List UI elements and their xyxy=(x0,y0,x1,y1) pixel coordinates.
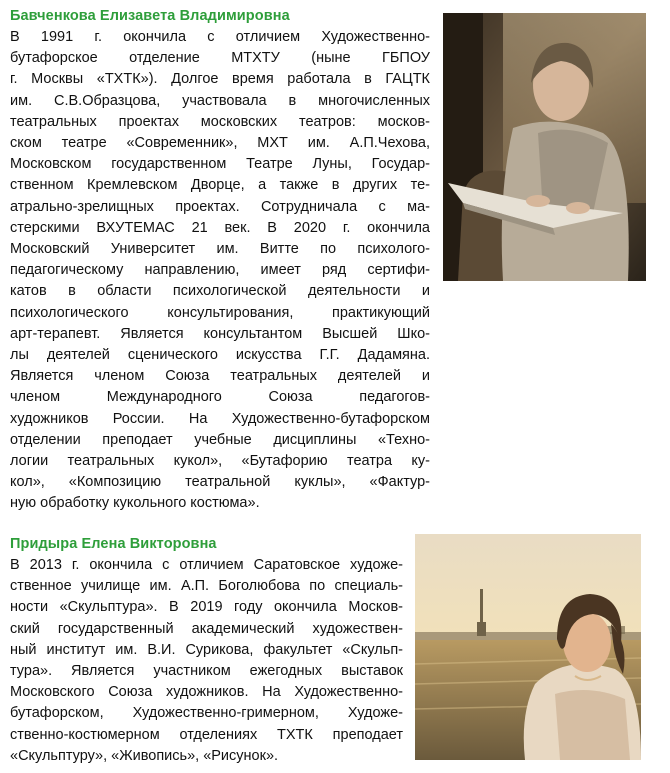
bio-line: ственно-костюмерном отделениях ТХТК преподает xyxy=(10,726,403,743)
bio-line: В 1991 г. окончила с отличием Художественно- xyxy=(10,29,430,45)
bio-line: ную обработку кукольного костюма». xyxy=(10,495,260,512)
photo-bavchenkova xyxy=(443,13,646,281)
bio-line: членом Международного Союза педагогов- xyxy=(10,389,430,406)
bio-line: кол», «Композицию театральной куклы», «Фактур- xyxy=(10,474,430,491)
bio-line: тура». Является участником ежегодных выставок xyxy=(10,663,403,680)
bio-line: ственное училище им. А.П. Боголюбова по специаль- xyxy=(10,578,403,595)
bio-line: г. Москвы «ТХТК»). Долгое время работала в ГАЦТК xyxy=(10,71,430,88)
bio-text xyxy=(10,27,430,515)
bio-line: арт-терапевт. Является консультантом Высшей Шко- xyxy=(10,325,430,342)
bio-line: ный институт им. В.И. Сурикова, факультет «Скульп- xyxy=(10,641,403,658)
bio-line: ский государственный академический художествен- xyxy=(10,620,403,637)
bio-line: психологического консультирования, практикующий xyxy=(10,304,430,321)
bio-pridyra xyxy=(10,534,403,767)
bio-line: отделении преподает учебные дисциплины «Техно- xyxy=(10,431,430,448)
bio-line: логии театральных кукол», «Бутафорию театра ку- xyxy=(10,453,430,470)
bio-line: катов в области психологической деятельности и xyxy=(10,283,430,300)
bio-line: педагогическому направлению, имеет ряд сертифи- xyxy=(10,262,430,279)
bio-line: В 2013 г. окончила с отличием Саратовское художе- xyxy=(10,557,403,573)
bio-line: бутафорское отделение МТХТУ (ныне ГБПОУ xyxy=(10,50,430,67)
bio-bavchenkova xyxy=(10,6,430,515)
bio-line: ности «Скульптура». В 2019 году окончила Москов- xyxy=(10,599,403,616)
bio-line: Является членом Союза театральных деятелей и xyxy=(10,368,430,385)
bio-text xyxy=(10,555,403,767)
bio-line: театральных проектах московских театров: москов- xyxy=(10,113,430,130)
bio-line: атрально-зрелищных проектах. Сотрудничала с ма- xyxy=(10,198,430,215)
bio-line: художников России. На Художественно-бутафорском xyxy=(10,410,430,427)
bio-line: Московском государственном Театре Луны, Государ- xyxy=(10,156,430,173)
bio-line: бутафорском, Художественно-гримерном, Художе- xyxy=(10,705,403,722)
bio-line: ственном Кремлевском Дворце, а также в других те- xyxy=(10,177,430,194)
person-name: Бавченкова Елизавета Владимировна xyxy=(10,8,290,24)
bio-line: «Скульптуру», «Живопись», «Рисунок». xyxy=(10,747,279,764)
person-name: Придыра Елена Викторовна xyxy=(10,536,217,552)
bio-line: Московского Союза художников. На Художественно- xyxy=(10,684,403,701)
bio-line: Московский Университет им. Витте по психолого- xyxy=(10,241,430,258)
bio-line: им. С.В.Образцова, участвовала в многочисленных xyxy=(10,92,430,109)
bio-line: лы деятелей сценического искусства Г.Г. Дадамяна. xyxy=(10,347,430,364)
bio-line: стерскими ВХУТЕМАС 21 век. В 2020 г. окончила xyxy=(10,219,430,236)
bio-line: ском театре «Современник», МХТ им. А.П.Чехова, xyxy=(10,135,430,152)
photo-pridyra xyxy=(415,534,641,760)
